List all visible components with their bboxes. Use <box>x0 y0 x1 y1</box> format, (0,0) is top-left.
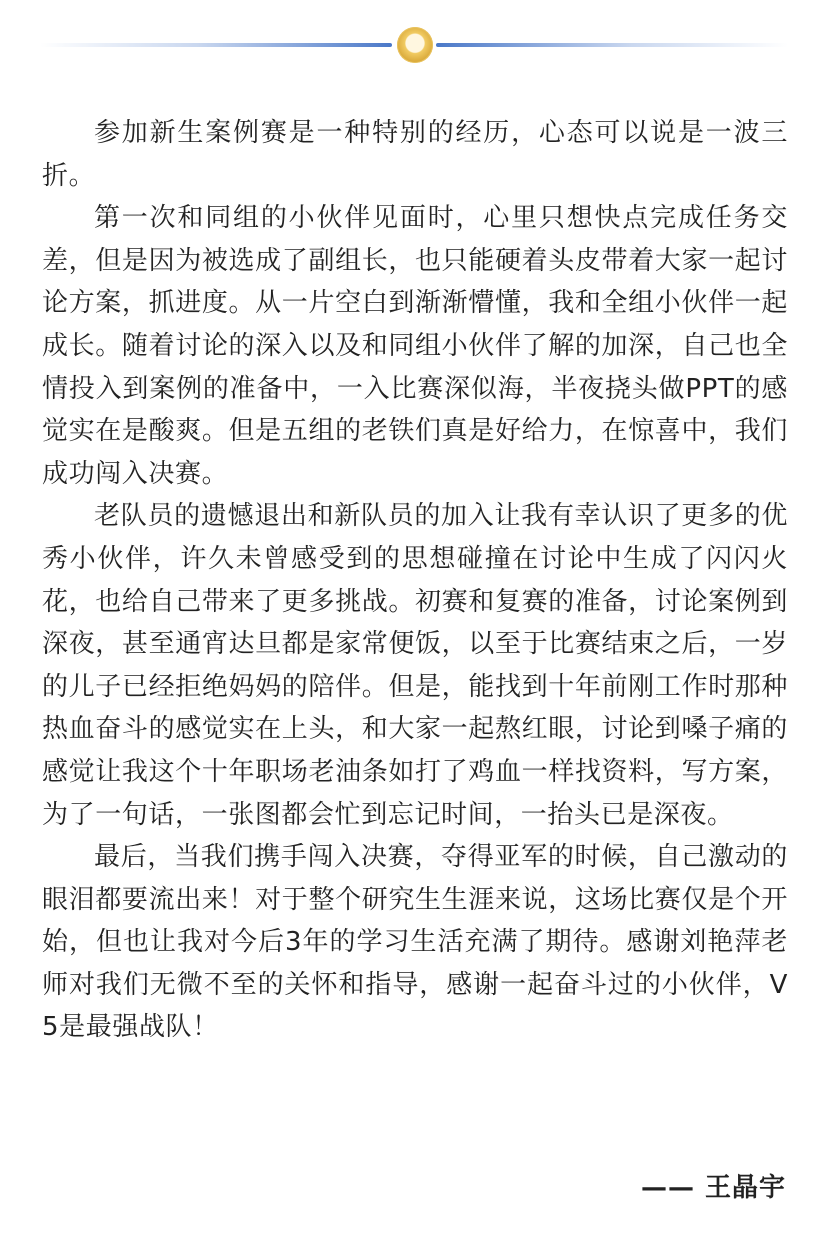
paragraph-4: 最后，当我们携手闯入决赛，夺得亚军的时候，自己激动的眼泪都要流出来！对于整个研究生生涯来说，这场比赛仅是个开始，但也让我对今后3年的学习生活充满了期待。感谢刘艳萍老师对我们无微不至的关怀和指导，感谢一起奋斗过的小伙伴，V5是最强战队！ <box>42 842 788 1043</box>
divider-line-left <box>40 43 392 47</box>
section-divider <box>40 25 788 65</box>
article-body <box>42 112 788 1049</box>
gold-medal-icon <box>397 27 433 63</box>
divider-line-right <box>436 43 788 47</box>
paragraph-1: 参加新生案例赛是一种特别的经历，心态可以说是一波三折。 <box>42 118 788 191</box>
author-signature: —— 王晶宇 <box>640 1173 786 1203</box>
paragraph-3: 老队员的遗憾退出和新队员的加入让我有幸认识了更多的优秀小伙伴，许久未曾感受到的思想碰撞在讨论中生成了闪闪火花，也给自己带来了更多挑战。初赛和复赛的准备，讨论案例到深夜，甚至通宵达旦都是家常便饭，以至于比赛结束之后，一岁的儿子已经拒绝妈妈的陪伴。但是，能找到十年前刚工作时那种热血奋斗的感觉实在上头，和大家一起熬红眼，讨论到嗓子痛的感觉让我这个十年职场老油条如打了鸡血一样找资料，写方案，为了一句话，一张图都会忙到忘记时间，一抬头已是深夜。 <box>42 501 788 830</box>
paragraph-2: 第一次和同组的小伙伴见面时，心里只想快点完成任务交差，但是因为被选成了副组长，也只能硬着头皮带着大家一起讨论方案，抓进度。从一片空白到渐渐懵懂，我和全组小伙伴一起成长。随着讨论的深入以及和同组小伙伴了解的加深，自己也全情投入到案例的准备中，一入比赛深似海，半夜挠头做PPT的感觉实在是酸爽。但是五组的老铁们真是好给力，在惊喜中，我们成功闯入决赛。 <box>42 203 788 489</box>
